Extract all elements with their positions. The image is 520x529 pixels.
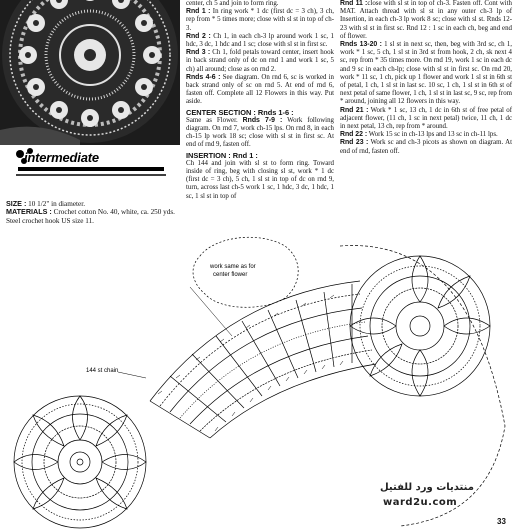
column1-paragraph: Rnds 4-6 : See diagram. On rnd 6, sc is worked in back strand only of sc on rnd 5. At end of rnd 6, fasten off. Complete all 12 Flowers in this way. Put aside.	[186, 73, 335, 106]
column2-paragraph: Rnd 22 : Work 15 sc in ch-13 lps and 13 sc in ch-11 lps.	[340, 131, 498, 139]
watermark-arabic: منتديات ورد للفتيل	[380, 482, 474, 493]
section-heading: INSERTION : Rnd 1 :	[186, 150, 258, 160]
column1-paragraph: Rnd 2 : Ch 1, in each ch-3 lp around work 1 sc, 1 hdc, 3 dc, 1 hdc and 1 sc; close with sl st in first sc.	[186, 32, 334, 49]
column1-paragraph: Rnd 3 : Ch 1, fold petals toward center, insert hook in back strand only of dc on rnd 1 and work 1 sc, 5 ch) all around; close as on rnd 2.	[186, 49, 334, 73]
diagram-note-line-2: center flower	[213, 272, 248, 278]
instructions-column-2	[340, 0, 512, 156]
doily-photo	[0, 0, 180, 145]
instructions-column-1	[186, 0, 334, 201]
column1-paragraph: Same as Flower. Rnds 7-9 : Work following diagram. On rnd 7, work ch-15 lps. On rnd 8, in each ch-15 lp work 18 sc; close with sl st in first sc. At end of rnd 9, fasten off.	[186, 116, 334, 149]
diagram-note-line-1: work same as for	[210, 264, 256, 270]
column2-paragraph: Rnd 11 :close with sl st in top of ch-3. Fasten off. Cont with MAT. Attach thread with sl st in any outer ch-3 lp of Insertion, in each ch-3 lp work 8 sc; close with sl st. Rnds 12-23 with sl st in first sc. Rnd 12 : 1 sc in each ch, beg and end of flower.	[340, 0, 512, 40]
section-heading: CENTER SECTION : Rnds 1-6 :	[186, 107, 294, 117]
column1-paragraph: center, ch 5 and join to form ring.	[186, 0, 279, 7]
column2-paragraph: Rnd 23 : Work sc and ch-3 picots as shown on diagram. At end of rnd, fasten off.	[340, 139, 512, 155]
column1-paragraph: INSERTION : Rnd 1 : Ch 144 and join with sl st to form ring. Toward inside of ring, beg with closing sl st, work * 1 dc (first dc = 3 ch), 5 ch, 1 sl st in top of dc on rnd 9, turn, across last ch-5 work 1 sc, 1 hdc, 3 dc, 1 hdc, 1 sc, 1 sl st in top of	[186, 150, 334, 200]
materials-line: MATERIALS : Crochet cotton No. 40, white, ca. 250 yds. Steel crochet hook US size 11.	[6, 207, 175, 225]
size-line: SIZE : 10 1/2" in diameter.	[6, 199, 86, 208]
column1-paragraph: Rnd 1 : In ring work * 1 dc (first dc = 3 ch), 3 ch, rep from * 5 times more; close with sl st in top of ch-3.	[186, 8, 334, 32]
column2-paragraph: Rnd 21 : Work * 1 sc, 13 ch, 1 dc in 6th st of free petal of adjacent flower, (11 ch, 1 sc in next petal) twice, 11 ch, 1 dc in next petal, 13 ch, rep from * around.	[340, 106, 513, 131]
page-number: 33	[497, 517, 506, 526]
diagram-chain-label: 144 st chain	[86, 368, 119, 374]
watermark-url: ward2u.com	[383, 497, 458, 508]
size-materials-block	[6, 200, 180, 225]
skill-level-label: intermediate	[24, 150, 99, 165]
column2-paragraph: Rnds 13-20 : 1 sl st in next sc, then, beg with 3rd sc, ch 1, work * 1 sc, 5 ch, 1 sl st in 3rd st from hook, 2 ch, sk next 4 sc, rep from * 35 times more. On rnd 19, work 1 sc in each dc and 9 sc in each ch-lp; close with sl st in first sc. On rnd 20, work * 11 sc, 1 ch, pick up 1 flower and work 1 sl st in 6th st of petal, 1 ch, 1 sl st in last sc. 10 sc, 1 ch, 1 sl st in 6th st of next petal of same flower, 1 ch, 1 sl st in last sc, 9 sc, rep from * around, joining all 12 flowers in this way.	[340, 41, 512, 106]
column1-paragraph	[186, 109, 334, 117]
